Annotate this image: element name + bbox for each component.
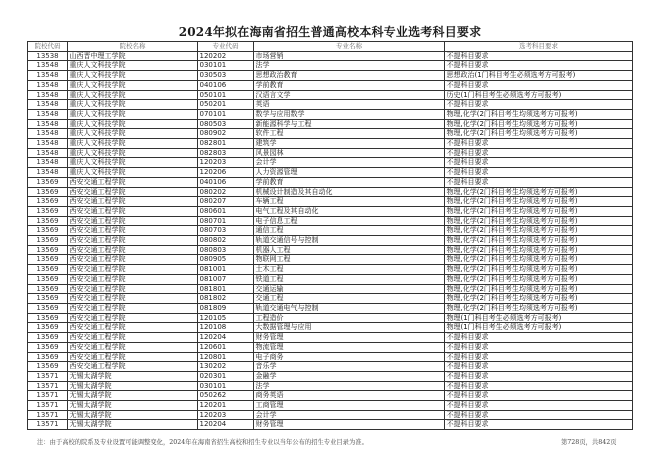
requirement-cell: 不提科目要求 xyxy=(445,352,633,362)
major-name-cell: 数学与应用数学 xyxy=(254,109,445,119)
requirement-cell: 历史(1门科目考生必须选考方可报考) xyxy=(445,90,633,100)
school-name-cell: 西安交通工程学院 xyxy=(68,294,198,304)
school-code-cell: 13569 xyxy=(28,294,68,304)
major-name-cell: 大数据管理与应用 xyxy=(254,323,445,333)
school-code-cell: 13569 xyxy=(28,197,68,207)
major-name-cell: 软件工程 xyxy=(254,129,445,139)
requirement-cell: 不提科目要求 xyxy=(445,362,633,372)
major-name-cell: 思想政治教育 xyxy=(254,71,445,81)
major-name-cell: 风景园林 xyxy=(254,148,445,158)
header-school-name: 院校名称 xyxy=(68,42,198,52)
table-row xyxy=(28,245,633,255)
major-name-cell: 电子信息工程 xyxy=(254,216,445,226)
table-row xyxy=(28,333,633,343)
school-code-cell: 13548 xyxy=(28,139,68,149)
table-row xyxy=(28,109,633,119)
header-requirement: 选考科目要求 xyxy=(445,42,633,52)
school-name-cell: 无锡太湖学院 xyxy=(68,391,198,401)
school-code-cell: 13548 xyxy=(28,129,68,139)
major-code-cell: 120203 xyxy=(198,158,254,168)
table-row xyxy=(28,420,633,430)
school-name-cell: 西安交通工程学院 xyxy=(68,333,198,343)
table-row xyxy=(28,158,633,168)
major-name-cell: 学前教育 xyxy=(254,177,445,187)
table-row xyxy=(28,255,633,265)
major-code-cell: 130202 xyxy=(198,362,254,372)
table-row xyxy=(28,226,633,236)
school-code-cell: 13569 xyxy=(28,177,68,187)
table-row xyxy=(28,236,633,246)
major-code-cell: 120203 xyxy=(198,410,254,420)
table-row xyxy=(28,177,633,187)
major-name-cell: 金融学 xyxy=(254,371,445,381)
page-indicator: 第728页，共842页 xyxy=(561,439,617,446)
requirement-cell: 物理,化学(2门科目考生均须选考方可报考) xyxy=(445,245,633,255)
school-name-cell: 西安交通工程学院 xyxy=(68,226,198,236)
table-row xyxy=(28,90,633,100)
school-name-cell: 西安交通工程学院 xyxy=(68,236,198,246)
requirement-cell: 不提科目要求 xyxy=(445,148,633,158)
school-code-cell: 13569 xyxy=(28,216,68,226)
school-code-cell: 13569 xyxy=(28,265,68,275)
major-name-cell: 电气工程及其自动化 xyxy=(254,206,445,216)
table-row xyxy=(28,401,633,411)
requirement-cell: 物理,化学(2门科目考生均须选考方可报考) xyxy=(445,119,633,129)
table-row xyxy=(28,139,633,149)
requirement-cell: 不提科目要求 xyxy=(445,401,633,411)
school-code-cell: 13569 xyxy=(28,187,68,197)
school-code-cell: 13569 xyxy=(28,255,68,265)
major-name-cell: 商务英语 xyxy=(254,391,445,401)
major-name-cell: 会计学 xyxy=(254,410,445,420)
school-code-cell: 13571 xyxy=(28,381,68,391)
school-name-cell: 西安交通工程学院 xyxy=(68,313,198,323)
table-row xyxy=(28,371,633,381)
major-code-cell: 080802 xyxy=(198,236,254,246)
school-code-cell: 13548 xyxy=(28,90,68,100)
major-name-cell: 工商管理 xyxy=(254,401,445,411)
school-code-cell: 13548 xyxy=(28,168,68,178)
table-row xyxy=(28,129,633,139)
table-row xyxy=(28,265,633,275)
school-name-cell: 西安交通工程学院 xyxy=(68,265,198,275)
school-name-cell: 重庆人文科技学院 xyxy=(68,100,198,110)
major-code-cell: 080703 xyxy=(198,226,254,236)
major-code-cell: 050201 xyxy=(198,100,254,110)
school-name-cell: 西安交通工程学院 xyxy=(68,197,198,207)
requirement-cell: 不提科目要求 xyxy=(445,100,633,110)
school-code-cell: 13569 xyxy=(28,236,68,246)
school-code-cell: 13548 xyxy=(28,100,68,110)
major-code-cell: 080902 xyxy=(198,129,254,139)
major-code-cell: 081802 xyxy=(198,294,254,304)
major-code-cell: 080207 xyxy=(198,197,254,207)
school-name-cell: 重庆人文科技学院 xyxy=(68,109,198,119)
major-code-cell: 082801 xyxy=(198,139,254,149)
school-name-cell: 西安交通工程学院 xyxy=(68,284,198,294)
table-row xyxy=(28,148,633,158)
school-name-cell: 重庆人文科技学院 xyxy=(68,90,198,100)
requirement-cell: 不提科目要求 xyxy=(445,420,633,430)
school-code-cell: 13569 xyxy=(28,245,68,255)
major-name-cell: 轨道交通电气与控制 xyxy=(254,303,445,313)
requirement-cell: 物理,化学(2门科目考生均须选考方可报考) xyxy=(445,197,633,207)
major-name-cell: 轨道交通信号与控制 xyxy=(254,236,445,246)
school-name-cell: 西安交通工程学院 xyxy=(68,342,198,352)
school-name-cell: 无锡太湖学院 xyxy=(68,420,198,430)
school-name-cell: 无锡太湖学院 xyxy=(68,371,198,381)
major-code-cell: 120202 xyxy=(198,51,254,61)
major-name-cell: 法学 xyxy=(254,381,445,391)
major-name-cell: 会计学 xyxy=(254,158,445,168)
table-row xyxy=(28,303,633,313)
major-code-cell: 080202 xyxy=(198,187,254,197)
major-name-cell: 机器人工程 xyxy=(254,245,445,255)
major-code-cell: 040106 xyxy=(198,80,254,90)
table-body xyxy=(28,51,633,429)
school-code-cell: 13571 xyxy=(28,391,68,401)
page-title: 2024年拟在海南省招生普通高校本科专业选考科目要求 xyxy=(178,25,482,39)
requirement-cell: 物理,化学(2门科目考生均须选考方可报考) xyxy=(445,284,633,294)
school-code-cell: 13569 xyxy=(28,284,68,294)
school-code-cell: 13548 xyxy=(28,80,68,90)
school-name-cell: 无锡太湖学院 xyxy=(68,410,198,420)
major-code-cell: 081809 xyxy=(198,303,254,313)
table-row xyxy=(28,274,633,284)
requirement-cell: 不提科目要求 xyxy=(445,158,633,168)
requirement-cell: 不提科目要求 xyxy=(445,391,633,401)
school-name-cell: 重庆人文科技学院 xyxy=(68,148,198,158)
school-code-cell: 13548 xyxy=(28,119,68,129)
school-name-cell: 山西晋中理工学院 xyxy=(68,51,198,61)
requirement-cell: 物理,化学(2门科目考生均须选考方可报考) xyxy=(445,265,633,275)
table-row xyxy=(28,352,633,362)
table-row xyxy=(28,323,633,333)
major-code-cell: 120206 xyxy=(198,168,254,178)
requirement-cell: 物理,化学(2门科目考生均须选考方可报考) xyxy=(445,187,633,197)
school-name-cell: 西安交通工程学院 xyxy=(68,362,198,372)
major-name-cell: 建筑学 xyxy=(254,139,445,149)
requirement-cell: 不提科目要求 xyxy=(445,381,633,391)
header-school-code: 院校代码 xyxy=(28,42,68,52)
major-code-cell: 081007 xyxy=(198,274,254,284)
school-name-cell: 重庆人文科技学院 xyxy=(68,129,198,139)
school-name-cell: 西安交通工程学院 xyxy=(68,323,198,333)
school-name-cell: 无锡太湖学院 xyxy=(68,401,198,411)
school-code-cell: 13571 xyxy=(28,371,68,381)
major-name-cell: 电子商务 xyxy=(254,352,445,362)
table-row xyxy=(28,197,633,207)
school-name-cell: 重庆人文科技学院 xyxy=(68,80,198,90)
major-code-cell: 120108 xyxy=(198,323,254,333)
major-code-cell: 030101 xyxy=(198,61,254,71)
table-row xyxy=(28,187,633,197)
school-name-cell: 重庆人文科技学院 xyxy=(68,61,198,71)
major-name-cell: 人力资源管理 xyxy=(254,168,445,178)
school-code-cell: 13571 xyxy=(28,401,68,411)
requirements-table xyxy=(27,41,633,430)
requirement-cell: 不提科目要求 xyxy=(445,342,633,352)
major-name-cell: 通信工程 xyxy=(254,226,445,236)
major-name-cell: 财务管理 xyxy=(254,333,445,343)
school-name-cell: 西安交通工程学院 xyxy=(68,245,198,255)
school-code-cell: 13569 xyxy=(28,342,68,352)
major-name-cell: 新能源科学与工程 xyxy=(254,119,445,129)
requirement-cell: 思想政治(1门科目考生必须选考方可报考) xyxy=(445,71,633,81)
major-name-cell: 物流管理 xyxy=(254,342,445,352)
school-name-cell: 重庆人文科技学院 xyxy=(68,119,198,129)
requirement-cell: 物理,化学(2门科目考生均须选考方可报考) xyxy=(445,216,633,226)
major-code-cell: 070101 xyxy=(198,109,254,119)
school-name-cell: 西安交通工程学院 xyxy=(68,274,198,284)
school-code-cell: 13548 xyxy=(28,71,68,81)
major-name-cell: 物联网工程 xyxy=(254,255,445,265)
school-name-cell: 西安交通工程学院 xyxy=(68,255,198,265)
school-name-cell: 西安交通工程学院 xyxy=(68,352,198,362)
table-header-row xyxy=(28,42,633,52)
table-row xyxy=(28,284,633,294)
major-code-cell: 120601 xyxy=(198,342,254,352)
major-name-cell: 车辆工程 xyxy=(254,197,445,207)
table-row xyxy=(28,216,633,226)
school-code-cell: 13569 xyxy=(28,274,68,284)
major-name-cell: 工程造价 xyxy=(254,313,445,323)
major-name-cell: 学前教育 xyxy=(254,80,445,90)
school-name-cell: 重庆人文科技学院 xyxy=(68,139,198,149)
major-name-cell: 法学 xyxy=(254,61,445,71)
major-code-cell: 120801 xyxy=(198,352,254,362)
major-name-cell: 音乐学 xyxy=(254,362,445,372)
major-code-cell: 050262 xyxy=(198,391,254,401)
requirement-cell: 不提科目要求 xyxy=(445,410,633,420)
footer-note: 注：由于高校的院系及专业设置可能调整变化，2024年在海南省招生高校和招生专业以当年公布的招生专业目录为准。 xyxy=(37,439,368,446)
major-name-cell: 市场营销 xyxy=(254,51,445,61)
school-code-cell: 13569 xyxy=(28,226,68,236)
school-name-cell: 西安交通工程学院 xyxy=(68,206,198,216)
school-code-cell: 13569 xyxy=(28,352,68,362)
table-row xyxy=(28,51,633,61)
table-row xyxy=(28,206,633,216)
requirement-cell: 不提科目要求 xyxy=(445,51,633,61)
major-code-cell: 030503 xyxy=(198,71,254,81)
major-code-cell: 020301 xyxy=(198,371,254,381)
major-code-cell: 080601 xyxy=(198,206,254,216)
major-code-cell: 081801 xyxy=(198,284,254,294)
school-code-cell: 13548 xyxy=(28,61,68,71)
school-code-cell: 13569 xyxy=(28,362,68,372)
major-name-cell: 汉语言文学 xyxy=(254,90,445,100)
major-code-cell: 120201 xyxy=(198,401,254,411)
school-code-cell: 13569 xyxy=(28,313,68,323)
requirement-cell: 不提科目要求 xyxy=(445,333,633,343)
requirement-cell: 不提科目要求 xyxy=(445,80,633,90)
requirement-cell: 物理,化学(2门科目考生均须选考方可报考) xyxy=(445,226,633,236)
table-row xyxy=(28,71,633,81)
major-name-cell: 土木工程 xyxy=(254,265,445,275)
requirement-cell: 物理(1门科目考生必须选考方可报考) xyxy=(445,323,633,333)
table-row xyxy=(28,313,633,323)
school-name-cell: 西安交通工程学院 xyxy=(68,216,198,226)
school-name-cell: 重庆人文科技学院 xyxy=(68,158,198,168)
school-code-cell: 13569 xyxy=(28,333,68,343)
table-row xyxy=(28,119,633,129)
major-code-cell: 080905 xyxy=(198,255,254,265)
table-row xyxy=(28,362,633,372)
school-name-cell: 重庆人文科技学院 xyxy=(68,168,198,178)
major-code-cell: 040106 xyxy=(198,177,254,187)
school-code-cell: 13548 xyxy=(28,158,68,168)
school-code-cell: 13569 xyxy=(28,323,68,333)
major-code-cell: 120105 xyxy=(198,313,254,323)
table-row xyxy=(28,410,633,420)
requirement-cell: 不提科目要求 xyxy=(445,371,633,381)
major-code-cell: 120204 xyxy=(198,420,254,430)
major-code-cell: 082803 xyxy=(198,148,254,158)
requirement-cell: 物理(1门科目考生必须选考方可报考) xyxy=(445,313,633,323)
school-code-cell: 13538 xyxy=(28,51,68,61)
school-code-cell: 13569 xyxy=(28,206,68,216)
major-name-cell: 财务管理 xyxy=(254,420,445,430)
table-row xyxy=(28,100,633,110)
table-row xyxy=(28,294,633,304)
school-code-cell: 13569 xyxy=(28,303,68,313)
requirement-cell: 不提科目要求 xyxy=(445,177,633,187)
major-code-cell: 081001 xyxy=(198,265,254,275)
school-code-cell: 13548 xyxy=(28,148,68,158)
table-row xyxy=(28,391,633,401)
major-code-cell: 050101 xyxy=(198,90,254,100)
requirement-cell: 不提科目要求 xyxy=(445,139,633,149)
major-code-cell: 080803 xyxy=(198,245,254,255)
major-code-cell: 030101 xyxy=(198,381,254,391)
requirement-cell: 物理,化学(2门科目考生均须选考方可报考) xyxy=(445,236,633,246)
school-code-cell: 13548 xyxy=(28,109,68,119)
school-name-cell: 重庆人文科技学院 xyxy=(68,71,198,81)
school-name-cell: 西安交通工程学院 xyxy=(68,187,198,197)
major-name-cell: 机械设计制造及其自动化 xyxy=(254,187,445,197)
school-name-cell: 西安交通工程学院 xyxy=(68,177,198,187)
table-row xyxy=(28,61,633,71)
requirement-cell: 物理,化学(2门科目考生均须选考方可报考) xyxy=(445,109,633,119)
major-name-cell: 交通工程 xyxy=(254,294,445,304)
school-name-cell: 西安交通工程学院 xyxy=(68,303,198,313)
table-row xyxy=(28,342,633,352)
requirement-cell: 物理,化学(2门科目考生均须选考方可报考) xyxy=(445,303,633,313)
requirement-cell: 物理,化学(2门科目考生均须选考方可报考) xyxy=(445,129,633,139)
requirement-cell: 物理,化学(2门科目考生均须选考方可报考) xyxy=(445,255,633,265)
requirement-cell: 物理,化学(2门科目考生均须选考方可报考) xyxy=(445,274,633,284)
requirement-cell: 物理,化学(2门科目考生均须选考方可报考) xyxy=(445,206,633,216)
header-major-name: 专业名称 xyxy=(254,42,445,52)
major-code-cell: 080701 xyxy=(198,216,254,226)
major-name-cell: 英语 xyxy=(254,100,445,110)
major-code-cell: 080503 xyxy=(198,119,254,129)
requirement-cell: 物理,化学(2门科目考生均须选考方可报考) xyxy=(445,294,633,304)
table-row xyxy=(28,168,633,178)
major-name-cell: 铁道工程 xyxy=(254,274,445,284)
requirement-cell: 不提科目要求 xyxy=(445,61,633,71)
requirement-cell: 不提科目要求 xyxy=(445,168,633,178)
major-code-cell: 120204 xyxy=(198,333,254,343)
school-code-cell: 13571 xyxy=(28,410,68,420)
school-name-cell: 无锡太湖学院 xyxy=(68,381,198,391)
major-name-cell: 交通运输 xyxy=(254,284,445,294)
table-row xyxy=(28,80,633,90)
school-code-cell: 13571 xyxy=(28,420,68,430)
header-major-code: 专业代码 xyxy=(198,42,254,52)
table-row xyxy=(28,381,633,391)
